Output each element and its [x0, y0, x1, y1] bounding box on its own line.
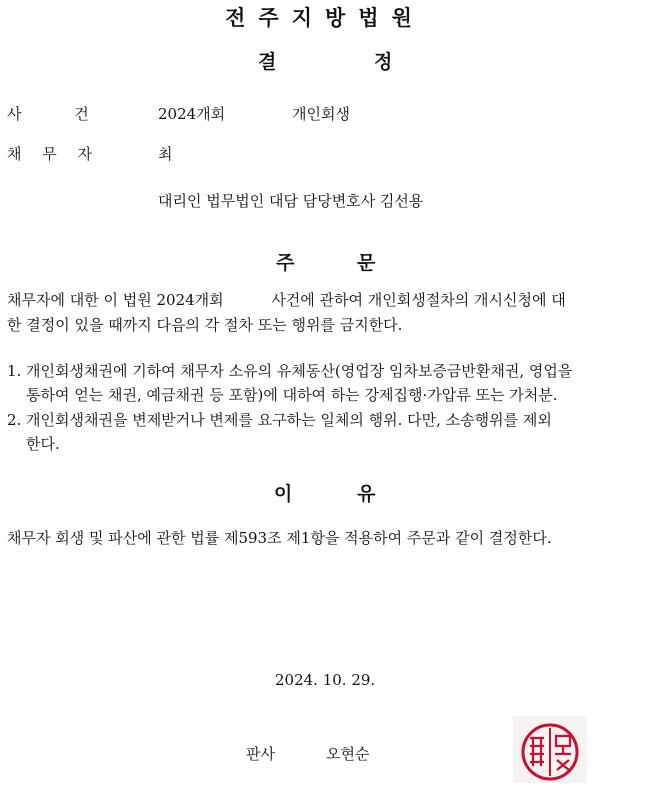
debtor-label: 채 무 자 [7, 145, 93, 163]
court-name: 전주지방법원 [225, 6, 425, 30]
document-type-part1: 결 [258, 51, 277, 73]
case-type: 개인회생 [292, 105, 350, 123]
order-text-line2: 한 결정이 있을 때까지 다음의 각 절차 또는 행위를 금지한다. [7, 316, 403, 334]
list-item-line2: 통하여 얻는 채권, 예금채권 등 포함)에 대하여 하는 강제집행·가압류 또는 가처분. [26, 386, 558, 404]
decision-date: 2024. 10. 29. [275, 671, 376, 689]
list-item-number: 2. [7, 411, 22, 429]
order-heading-part1: 주 [276, 252, 295, 274]
document-type-part2: 정 [374, 51, 393, 73]
order-heading-part2: 문 [357, 252, 376, 274]
reason-text: 채무자 회생 및 파산에 관한 법률 제593조 제1항을 적용하여 주문과 같이 결정한다. [7, 529, 552, 547]
case-label: 사 건 [7, 105, 89, 123]
reason-heading-part2: 유 [357, 483, 376, 505]
list-item-line1: 개인회생채권을 변제받거나 변제를 요구하는 일체의 행위. 다만, 소송행위를 제외 [26, 411, 552, 429]
debtor-name: 최 [158, 145, 173, 163]
reason-heading-part1: 이 [274, 483, 293, 505]
order-text-line1: 채무자에 대한 이 법원 2024개회 사건에 관하여 개인회생절차의 개시신청에 대 [7, 291, 566, 309]
list-item-line1: 개인회생채권에 기하여 채무자 소유의 유체동산(영업장 임차보증금반환채권, 영업을 [26, 362, 573, 380]
judge-title: 판사 [246, 745, 275, 763]
list-item-line2: 한다. [26, 435, 60, 453]
judge-name: 오현순 [326, 745, 370, 763]
representative: 대리인 법무법인 대담 담당변호사 김선용 [158, 192, 424, 210]
case-number: 2024개회 [158, 105, 226, 123]
judge-seal [513, 716, 587, 783]
list-item-number: 1. [7, 362, 22, 380]
